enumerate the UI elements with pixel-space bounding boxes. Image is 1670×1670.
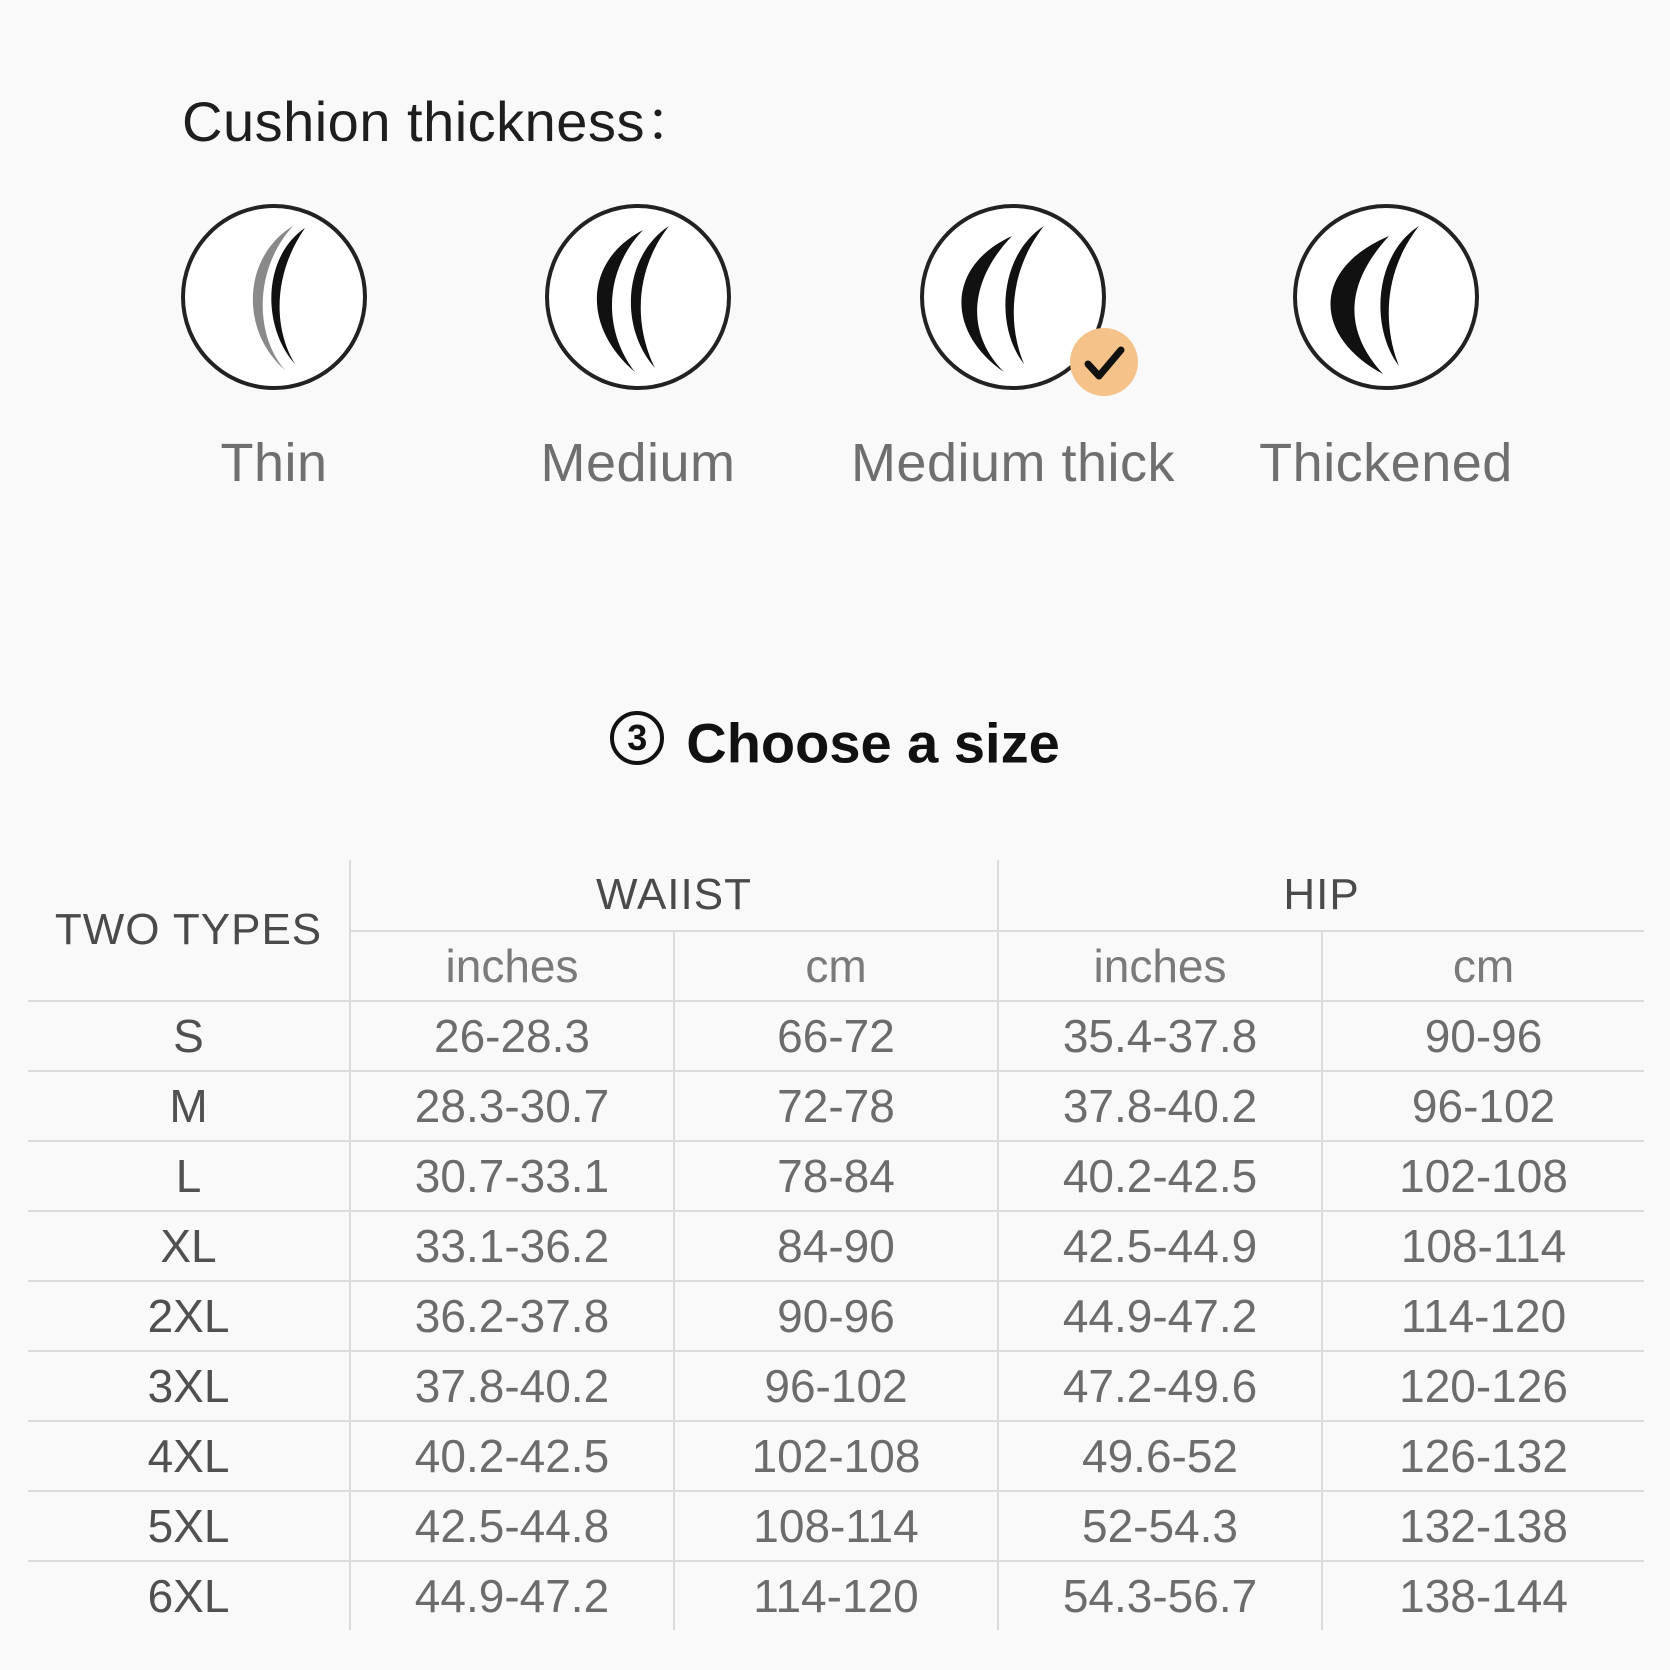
thickened-pad-icon [1293,204,1479,390]
waist-cm-cell: 102-108 [674,1421,998,1491]
hip-cm-cell: 120-126 [1322,1351,1644,1421]
hip-cm-cell: 90-96 [1322,1001,1644,1071]
waist-group-header: WAIIST [350,860,998,931]
hip-inches-cell: 49.6-52 [998,1421,1322,1491]
table-row [28,1281,1644,1351]
thin-pad-icon [181,204,367,390]
hip-inches-header: inches [998,931,1322,1001]
waist-inches-cell: 28.3-30.7 [350,1071,674,1141]
waist-inches-cell: 40.2-42.5 [350,1421,674,1491]
table-row [28,1001,1644,1071]
hip-inches-cell: 54.3-56.7 [998,1561,1322,1630]
medium-pad-icon [545,204,731,390]
thickness-option-medium-thick[interactable] [833,204,1193,494]
waist-cm-cell: 90-96 [674,1281,998,1351]
hip-inches-cell: 47.2-49.6 [998,1351,1322,1421]
waist-inches-cell: 30.7-33.1 [350,1141,674,1211]
size-cell: 2XL [28,1281,350,1351]
hip-inches-cell: 44.9-47.2 [998,1281,1322,1351]
cushion-thickness-title: Cushion thickness： [182,90,702,153]
choose-size-title: Choose a size [686,711,1060,775]
waist-cm-cell: 78-84 [674,1141,998,1211]
check-badge-circle [1070,328,1138,396]
hip-cm-header: cm [1322,931,1644,1001]
hip-inches-cell: 42.5-44.9 [998,1211,1322,1281]
selected-check-icon [1068,326,1140,398]
hip-cm-cell: 108-114 [1322,1211,1644,1281]
hip-inches-cell: 35.4-37.8 [998,1001,1322,1071]
waist-cm-cell: 96-102 [674,1351,998,1421]
size-cell: 3XL [28,1351,350,1421]
hip-cm-cell: 96-102 [1322,1071,1644,1141]
size-chart-table [28,860,1644,1630]
waist-inches-header: inches [350,931,674,1001]
size-cell: XL [28,1211,350,1281]
size-cell: L [28,1141,350,1211]
waist-cm-cell: 66-72 [674,1001,998,1071]
hip-cm-cell: 138-144 [1322,1561,1644,1630]
size-cell: S [28,1001,350,1071]
thickness-label-thin: Thin [220,433,328,493]
waist-inches-cell: 26-28.3 [350,1001,674,1071]
medium-thick-pad-icon [920,204,1106,390]
hip-group-header: HIP [998,860,1644,931]
size-cell: 4XL [28,1421,350,1491]
size-cell: 6XL [28,1561,350,1630]
thickness-option-thin[interactable] [94,204,454,494]
waist-inches-cell: 36.2-37.8 [350,1281,674,1351]
table-row [28,1141,1644,1211]
waist-inches-cell: 44.9-47.2 [350,1561,674,1630]
hip-cm-cell: 102-108 [1322,1141,1644,1211]
thickness-label-medium: Medium [540,433,736,493]
waist-cm-header: cm [674,931,998,1001]
waist-cm-cell: 72-78 [674,1071,998,1141]
choose-size-heading [0,706,1670,776]
hip-cm-cell: 126-132 [1322,1421,1644,1491]
table-row [28,1211,1644,1281]
hip-inches-cell: 40.2-42.5 [998,1141,1322,1211]
table-row [28,1351,1644,1421]
thickness-option-thickened[interactable] [1206,204,1566,494]
thickness-label-medium-thick: Medium thick [850,433,1176,493]
table-row [28,1491,1644,1561]
waist-inches-cell: 37.8-40.2 [350,1351,674,1421]
thickness-option-medium[interactable] [458,204,818,494]
hip-cm-cell: 114-120 [1322,1281,1644,1351]
step-number-badge: 3 [610,711,664,765]
table-row [28,1071,1644,1141]
waist-cm-cell: 114-120 [674,1561,998,1630]
waist-inches-cell: 42.5-44.8 [350,1491,674,1561]
waist-inches-cell: 33.1-36.2 [350,1211,674,1281]
waist-cm-cell: 108-114 [674,1491,998,1561]
two-types-header: TWO TYPES [28,860,350,1001]
hip-inches-cell: 37.8-40.2 [998,1071,1322,1141]
size-cell: M [28,1071,350,1141]
thickness-label-thickened: Thickened [1259,433,1513,493]
size-cell: 5XL [28,1491,350,1561]
table-row [28,1561,1644,1630]
hip-cm-cell: 132-138 [1322,1491,1644,1561]
waist-cm-cell: 84-90 [674,1211,998,1281]
hip-inches-cell: 52-54.3 [998,1491,1322,1561]
table-row [28,1421,1644,1491]
